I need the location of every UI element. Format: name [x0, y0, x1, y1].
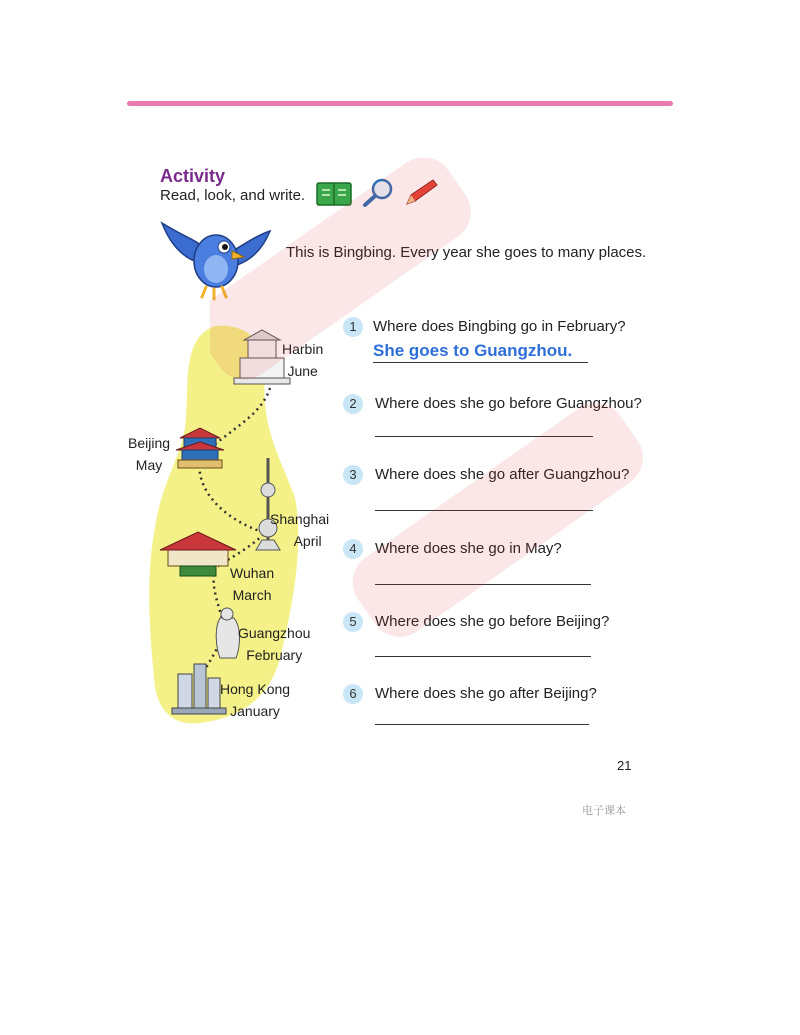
- source-mark: 电子课本: [582, 805, 626, 817]
- activity-title: Activity: [160, 166, 226, 186]
- place-hongkong: Hong Kong January: [220, 681, 291, 719]
- question-2-number: 2: [343, 394, 363, 414]
- bird-illustration: [158, 213, 273, 303]
- instruction-text: Read, look, and write.: [160, 187, 306, 204]
- top-divider: [127, 101, 673, 106]
- question-4-answer-line[interactable]: [375, 584, 591, 585]
- place-wuhan: Wuhan March: [230, 565, 275, 603]
- question-5-number: 5: [343, 612, 363, 632]
- activity-icons: [315, 177, 440, 207]
- intro-text: This is Bingbing. Every year she goes to many places.: [286, 244, 647, 261]
- place-shanghai: Shanghai April: [270, 511, 330, 549]
- question-3-number: 3: [343, 465, 363, 485]
- book-icon: [317, 183, 351, 205]
- question-6-text: Where does she go after Beijing?: [375, 685, 597, 702]
- page-number: 21: [617, 758, 632, 773]
- route-map: [120, 318, 350, 738]
- question-3-answer-line[interactable]: [375, 510, 593, 511]
- question-5-text: Where does she go before Beijing?: [375, 613, 610, 630]
- question-4-number: 4: [343, 539, 363, 559]
- question-1-text: Where does Bingbing go in February?: [373, 318, 626, 335]
- place-beijing: Beijing May: [128, 435, 171, 473]
- question-2-text: Where does she go before Guangzhou?: [375, 395, 642, 412]
- question-1-number: 1: [343, 317, 363, 337]
- question-1-answer: She goes to Guangzhou.: [373, 341, 573, 360]
- question-4-text: Where does she go in May?: [375, 540, 562, 557]
- place-harbin: Harbin June: [282, 341, 324, 379]
- question-6-answer-line[interactable]: [375, 724, 589, 725]
- question-6-number: 6: [343, 684, 363, 704]
- magnifier-icon: [365, 180, 391, 205]
- question-2-answer-line[interactable]: [375, 436, 593, 437]
- place-guangzhou: Guangzhou February: [238, 625, 311, 663]
- question-1-answer-line[interactable]: [373, 362, 588, 363]
- pencil-icon: [407, 180, 437, 204]
- question-3-text: Where does she go after Guangzhou?: [375, 466, 630, 483]
- question-5-answer-line[interactable]: [375, 656, 591, 657]
